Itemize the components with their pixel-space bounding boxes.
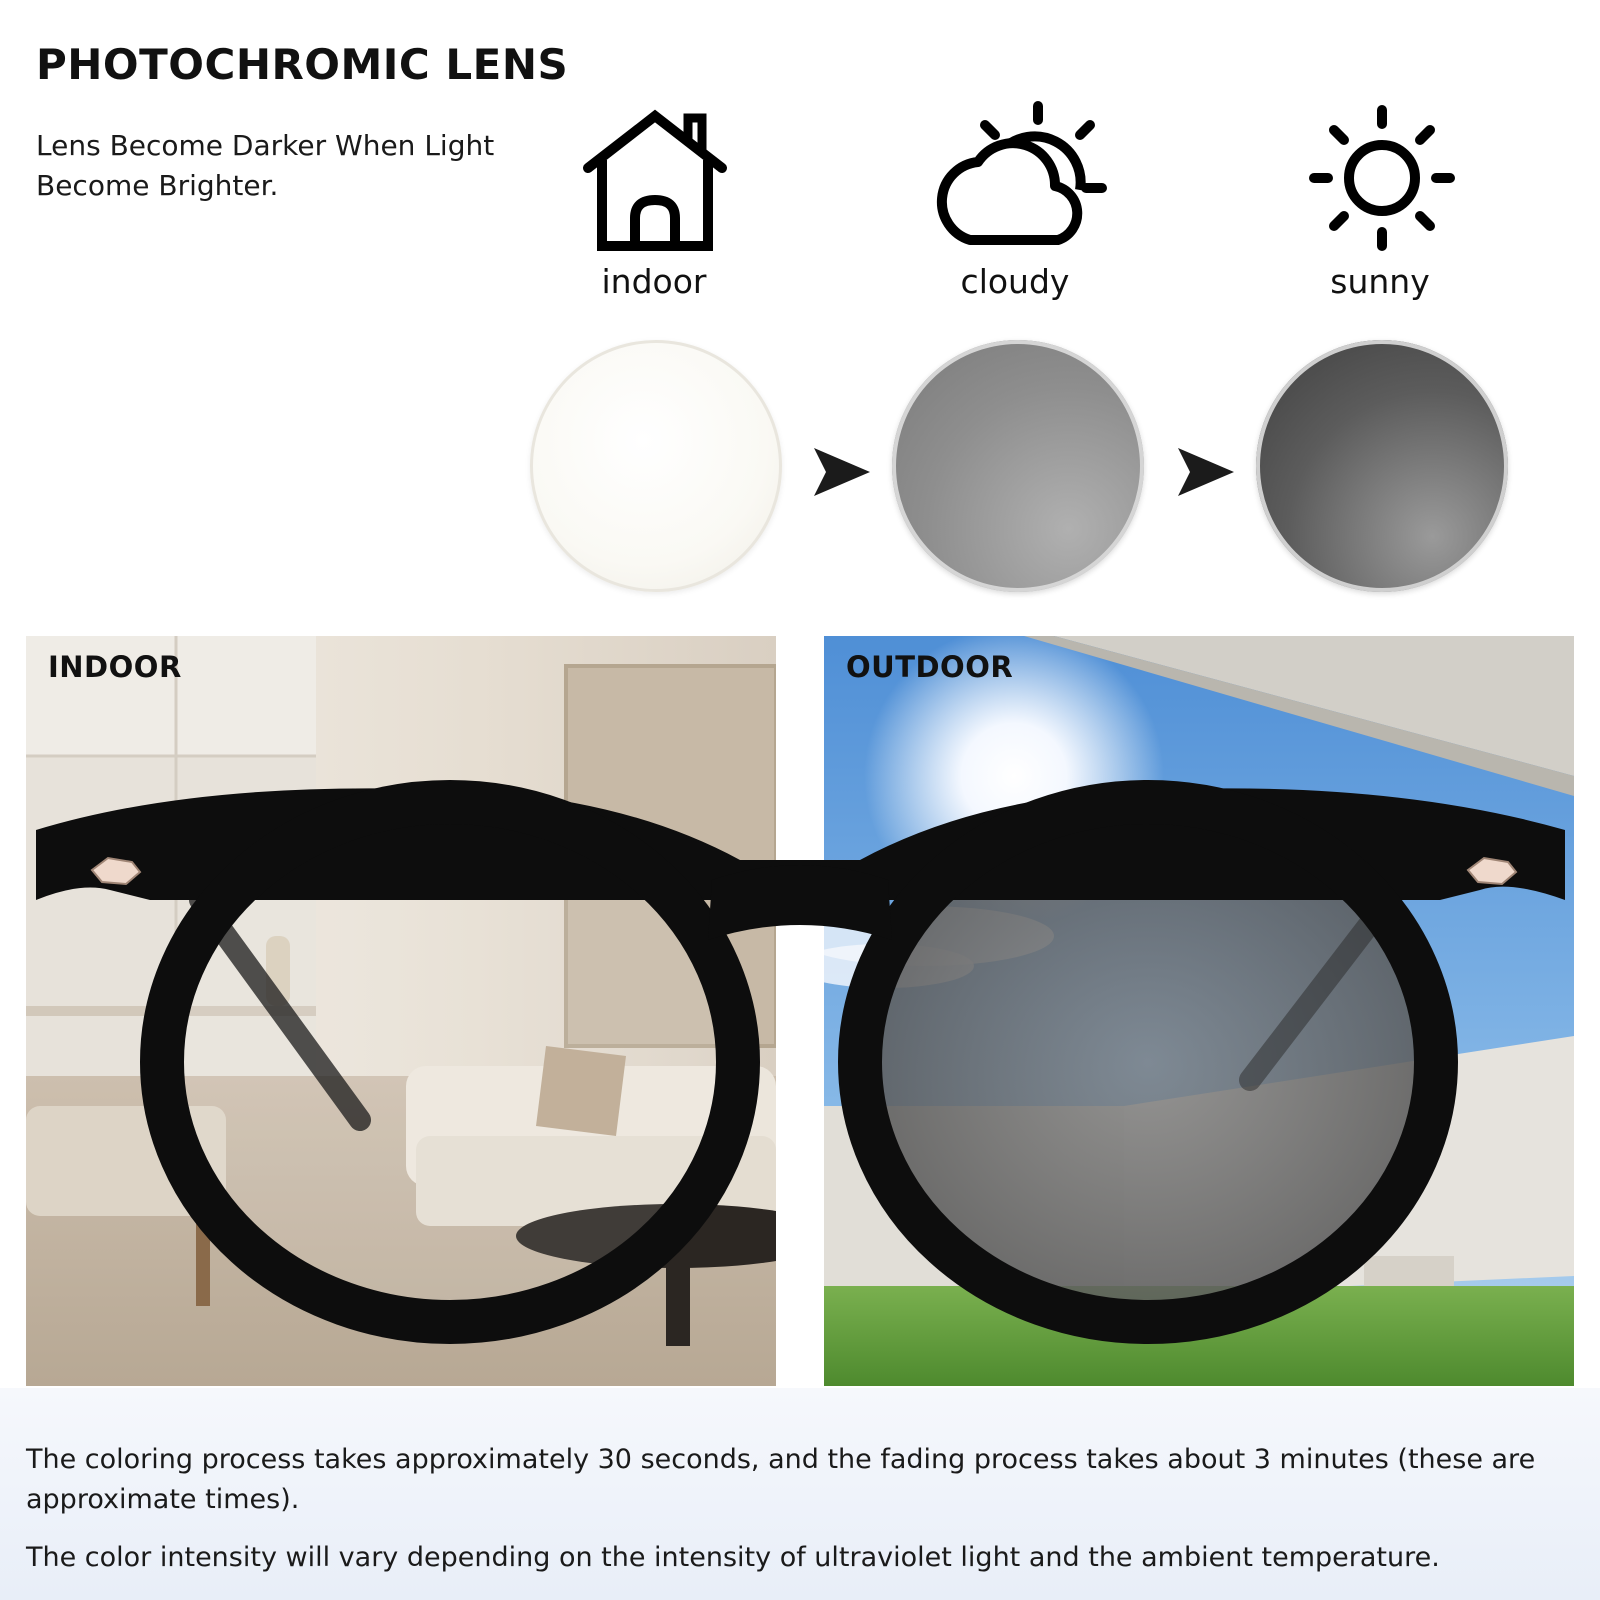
outdoor-panel-label: OUTDOOR bbox=[846, 650, 1014, 684]
page-subtitle: Lens Become Darker When Light Become Brighter. bbox=[36, 129, 495, 202]
grey-lens bbox=[892, 340, 1144, 592]
clear-lens bbox=[530, 340, 782, 592]
page-title: PHOTOCHROMIC LENS bbox=[36, 40, 569, 89]
cloudy-label: cloudy bbox=[960, 262, 1070, 301]
cloud-sun-icon bbox=[930, 100, 1110, 255]
outdoor-scene-image bbox=[824, 636, 1574, 1386]
arrow-right-icon bbox=[1176, 446, 1236, 498]
indoor-panel bbox=[26, 636, 776, 1386]
indoor-room-image bbox=[26, 636, 776, 1386]
outdoor-panel bbox=[824, 636, 1574, 1386]
arrow-right-icon bbox=[812, 446, 872, 498]
sun-icon bbox=[1308, 104, 1456, 252]
indoor-label: indoor bbox=[601, 262, 707, 301]
dark-lens bbox=[1256, 340, 1508, 592]
timing-note: The coloring process takes approximately 30 seconds, and the fading process takes about 3 minutes (these are approximate times). bbox=[26, 1444, 1536, 1515]
house-icon bbox=[580, 108, 730, 253]
footer-notes bbox=[0, 1388, 1600, 1600]
indoor-panel-label: INDOOR bbox=[48, 650, 182, 684]
intensity-note: The color intensity will vary depending on the intensity of ultraviolet light and the ambient temperature. bbox=[26, 1542, 1440, 1573]
sunny-label: sunny bbox=[1330, 262, 1430, 301]
